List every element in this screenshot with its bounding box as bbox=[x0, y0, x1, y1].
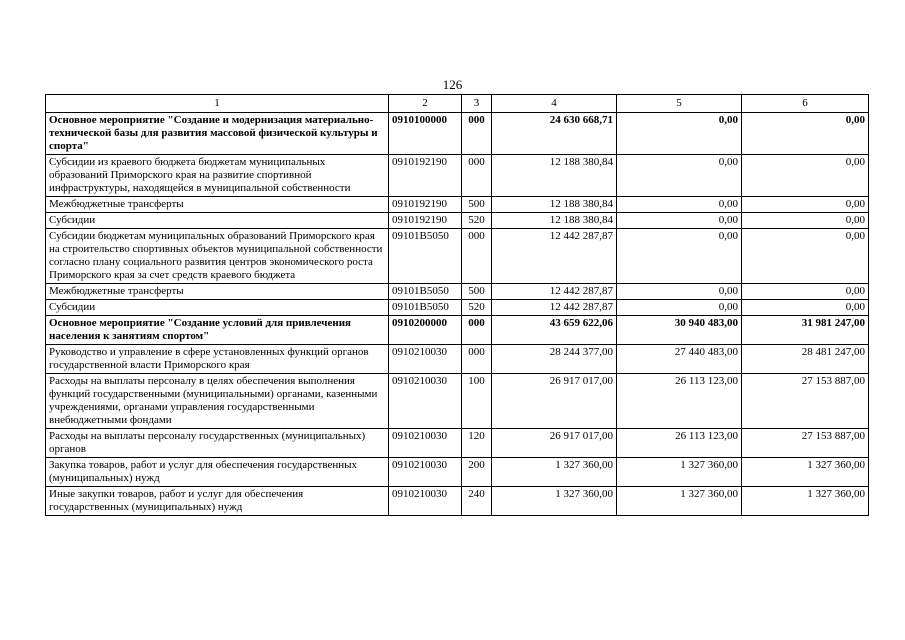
row-code-cell: 0910210030 bbox=[389, 429, 462, 458]
row-value-col5: 30 940 483,00 bbox=[617, 316, 742, 345]
page-number: 126 bbox=[442, 77, 463, 92]
row-code-cell: 09101В5050 bbox=[389, 300, 462, 316]
row-value-col6: 27 153 887,00 bbox=[742, 374, 869, 429]
row-name-cell: Закупка товаров, работ и услуг для обеспечения государственных (муниципальных) нужд bbox=[46, 458, 389, 487]
row-value-col6: 27 153 887,00 bbox=[742, 429, 869, 458]
row-code-cell: 0910192190 bbox=[389, 197, 462, 213]
row-code-cell: 0910192190 bbox=[389, 213, 462, 229]
row-group-cell: 000 bbox=[462, 113, 492, 155]
table-row bbox=[46, 155, 869, 197]
row-value-col4: 12 188 380,84 bbox=[492, 197, 617, 213]
row-name-cell: Субсидии bbox=[46, 300, 389, 316]
column-header: 5 bbox=[617, 95, 742, 113]
row-value-col6: 0,00 bbox=[742, 284, 869, 300]
row-value-col6: 0,00 bbox=[742, 300, 869, 316]
row-value-col5: 26 113 123,00 bbox=[617, 374, 742, 429]
column-header: 6 bbox=[742, 95, 869, 113]
row-value-col4: 28 244 377,00 bbox=[492, 345, 617, 374]
row-name-cell: Основное мероприятие "Создание и модернизация материально-технической базы для развития массовой физической культуры и спорта" bbox=[46, 113, 389, 155]
table-row bbox=[46, 284, 869, 300]
table-row bbox=[46, 113, 869, 155]
table-row bbox=[46, 229, 869, 284]
row-code-cell: 09101В5050 bbox=[389, 284, 462, 300]
row-code-cell: 0910200000 bbox=[389, 316, 462, 345]
row-name-cell: Руководство и управление в сфере установленных функций органов государственной власти Приморского края bbox=[46, 345, 389, 374]
column-header: 4 bbox=[492, 95, 617, 113]
row-value-col4: 12 442 287,87 bbox=[492, 229, 617, 284]
row-name-cell: Основное мероприятие "Создание условий для привлечения населения к занятиям спортом" bbox=[46, 316, 389, 345]
row-code-cell: 0910192190 bbox=[389, 155, 462, 197]
row-value-col4: 1 327 360,00 bbox=[492, 487, 617, 516]
row-code-cell: 0910210030 bbox=[389, 345, 462, 374]
row-name-cell: Межбюджетные трансферты bbox=[46, 284, 389, 300]
row-group-cell: 520 bbox=[462, 213, 492, 229]
row-value-col4: 43 659 622,06 bbox=[492, 316, 617, 345]
row-value-col5: 0,00 bbox=[617, 197, 742, 213]
row-group-cell: 000 bbox=[462, 345, 492, 374]
row-group-cell: 520 bbox=[462, 300, 492, 316]
row-value-col4: 12 188 380,84 bbox=[492, 155, 617, 197]
row-group-cell: 240 bbox=[462, 487, 492, 516]
row-value-col5: 1 327 360,00 bbox=[617, 487, 742, 516]
row-name-cell: Субсидии бюджетам муниципальных образований Приморского края на строительство спортивных объектов муниципальной собственности согласно плану социального развития центров экономического роста Приморского края за счет средств краевого бюджета bbox=[46, 229, 389, 284]
row-group-cell: 200 bbox=[462, 458, 492, 487]
row-value-col4: 24 630 668,71 bbox=[492, 113, 617, 155]
row-value-col6: 0,00 bbox=[742, 213, 869, 229]
row-group-cell: 500 bbox=[462, 284, 492, 300]
row-name-cell: Расходы на выплаты персоналу в целях обеспечения выполнения функций государственными (муниципальными) органами, казенными учреждениями, органами управления государственными внебюджетными фондами bbox=[46, 374, 389, 429]
column-header: 3 bbox=[462, 95, 492, 113]
row-code-cell: 0910210030 bbox=[389, 487, 462, 516]
row-value-col6: 28 481 247,00 bbox=[742, 345, 869, 374]
row-group-cell: 000 bbox=[462, 316, 492, 345]
row-value-col5: 0,00 bbox=[617, 113, 742, 155]
row-value-col4: 1 327 360,00 bbox=[492, 458, 617, 487]
row-value-col6: 0,00 bbox=[742, 113, 869, 155]
row-name-cell: Расходы на выплаты персоналу государственных (муниципальных) органов bbox=[46, 429, 389, 458]
row-group-cell: 100 bbox=[462, 374, 492, 429]
row-value-col6: 0,00 bbox=[742, 229, 869, 284]
row-code-cell: 09101В5050 bbox=[389, 229, 462, 284]
row-value-col5: 0,00 bbox=[617, 155, 742, 197]
row-value-col6: 0,00 bbox=[742, 197, 869, 213]
row-group-cell: 000 bbox=[462, 229, 492, 284]
row-value-col5: 0,00 bbox=[617, 229, 742, 284]
table-row bbox=[46, 429, 869, 458]
row-code-cell: 0910100000 bbox=[389, 113, 462, 155]
row-group-cell: 120 bbox=[462, 429, 492, 458]
table-row bbox=[46, 213, 869, 229]
row-name-cell: Субсидии из краевого бюджета бюджетам муниципальных образований Приморского края на развитие спортивной инфраструктуры, находящейся в муниципальной собственности bbox=[46, 155, 389, 197]
table-row bbox=[46, 316, 869, 345]
column-header: 2 bbox=[389, 95, 462, 113]
row-value-col6: 0,00 bbox=[742, 155, 869, 197]
row-code-cell: 0910210030 bbox=[389, 374, 462, 429]
row-name-cell: Межбюджетные трансферты bbox=[46, 197, 389, 213]
row-value-col4: 26 917 017,00 bbox=[492, 429, 617, 458]
row-value-col4: 12 442 287,87 bbox=[492, 284, 617, 300]
row-group-cell: 000 bbox=[462, 155, 492, 197]
header-row bbox=[46, 95, 869, 113]
table-row bbox=[46, 487, 869, 516]
row-value-col5: 0,00 bbox=[617, 300, 742, 316]
table-body bbox=[46, 113, 869, 516]
row-group-cell: 500 bbox=[462, 197, 492, 213]
table-row bbox=[46, 300, 869, 316]
row-value-col4: 12 442 287,87 bbox=[492, 300, 617, 316]
row-name-cell: Иные закупки товаров, работ и услуг для обеспечения государственных (муниципальных) нужд bbox=[46, 487, 389, 516]
row-value-col4: 26 917 017,00 bbox=[492, 374, 617, 429]
table-row bbox=[46, 197, 869, 213]
table-row bbox=[46, 345, 869, 374]
row-value-col4: 12 188 380,84 bbox=[492, 213, 617, 229]
row-value-col5: 0,00 bbox=[617, 284, 742, 300]
table-row bbox=[46, 458, 869, 487]
table-row bbox=[46, 374, 869, 429]
row-value-col5: 1 327 360,00 bbox=[617, 458, 742, 487]
row-code-cell: 0910210030 bbox=[389, 458, 462, 487]
budget-table bbox=[45, 94, 869, 516]
row-name-cell: Субсидии bbox=[46, 213, 389, 229]
row-value-col6: 1 327 360,00 bbox=[742, 458, 869, 487]
row-value-col5: 0,00 bbox=[617, 213, 742, 229]
row-value-col6: 1 327 360,00 bbox=[742, 487, 869, 516]
column-header: 1 bbox=[46, 95, 389, 113]
row-value-col6: 31 981 247,00 bbox=[742, 316, 869, 345]
row-value-col5: 26 113 123,00 bbox=[617, 429, 742, 458]
row-value-col5: 27 440 483,00 bbox=[617, 345, 742, 374]
